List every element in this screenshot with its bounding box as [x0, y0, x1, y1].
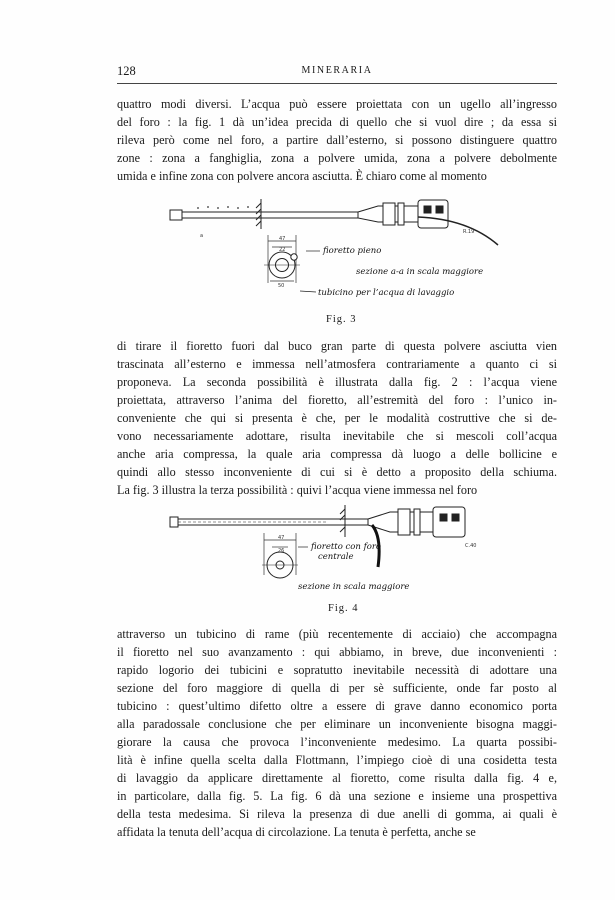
header-rule — [117, 83, 557, 84]
journal-title: MINERARIA — [301, 65, 373, 76]
text-line: di tirare il fioretto fuori dal buco gran parte di questa polvere asciutta vien — [117, 339, 557, 353]
text-line: attraverso un tubicino di rame (più recentemente di acciaio) che accompagna — [117, 627, 557, 641]
dim-mid-label: 26 — [278, 548, 285, 554]
section-label: sezione a-a in scala maggiore — [356, 267, 484, 277]
text-line: proiettata, attraverso l’anima del fioretto, all’estremità del foro : l’unico in- — [117, 393, 557, 407]
code-label: C.40 — [465, 543, 477, 549]
paragraph-3 — [117, 625, 557, 841]
solid-bit-label: fioretto pieno — [323, 246, 382, 256]
text-line: della testa medesima. Si rileva la presenza di due anelli di gomma, ai quali è — [117, 807, 557, 821]
text-line: quindi allo stesso inconveniente di cui si è detto a proposito della schiuma. — [117, 465, 557, 479]
text-line: proponeva. La seconda possibilità è illustrata dalla fig. 2 : l’acqua viene — [117, 375, 557, 389]
dim-top-label: 47 — [278, 535, 285, 541]
text-line: tubicino : quest’ultimo difetto oltre a essere di grave danno economico porta — [117, 699, 557, 713]
section-view — [264, 252, 300, 278]
text-line: vono necessariamente adottare, risulta inevitabile che si mescoli coll’acqua — [117, 429, 557, 443]
collar-hatch — [256, 199, 261, 229]
text-line: La fig. 3 illustra la terza possibilità : quivi l’acqua viene immessa nel foro — [117, 483, 478, 497]
figure-4-drawing — [168, 497, 518, 607]
dim-bottom-label: 50 — [278, 283, 285, 289]
text-line: sezione del foro maggiore di quella di per sè sufficiente, onde far posto al — [117, 681, 557, 695]
text-line: il fioretto nel suo avanzamento : qui abbiamo, in breve, due inconvenienti : — [117, 645, 557, 659]
page-number: 128 — [117, 64, 136, 78]
text-line: alla paradossale conclusione che per eliminare un inconveniente bisogna maggi- — [117, 717, 557, 731]
section-view — [262, 552, 298, 578]
central-bit-label-1: fioretto con foro — [311, 542, 382, 552]
text-line: di lavaggio da applicare direttamente al fioretto, come risulta dalla fig. 4 e, — [117, 771, 557, 785]
drill-steel — [170, 210, 358, 220]
dim-mid-label: 22 — [279, 247, 286, 253]
text-line: anche aria compressa, la quale aria compressa dà luogo a delle bollicine e — [117, 447, 557, 461]
paragraph-1 — [117, 95, 557, 185]
text-line: in particolare, dalla fig. 5. La fig. 6 dà una sezione e insieme una prospettiva — [117, 789, 557, 803]
hammer-body — [368, 507, 465, 537]
text-line: conveniente che qui si presenta è che, per le modalità costruttive che si de- — [117, 411, 557, 425]
central-bit-label-2: centrale — [318, 552, 354, 562]
hammer-body — [358, 200, 448, 228]
text-line: giorare la causa che provoca l’inconveniente medesimo. La quarta possibi- — [117, 735, 557, 749]
drill-steel — [170, 517, 368, 527]
water-tube-detail — [197, 206, 249, 209]
text-line: lità è infine quella scelta dalla Flottmann, l’impiego cioè di una cosidetta testa — [117, 753, 557, 767]
text-line: del foro : la fig. 1 dà un’idea precida di quello che si vuol dire ; da essa si — [117, 115, 557, 129]
text-line: umida e infine zona con polvere ancora asciutta. È chiaro come al momento — [117, 169, 487, 183]
code-label: R.19 — [463, 229, 475, 235]
figure-3-caption: Fig. 3 — [326, 314, 357, 325]
section-label: sezione in scala maggiore — [298, 582, 410, 592]
text-line: quattro modi diversi. L’acqua può essere proiettata con un ugello all’ingresso — [117, 97, 557, 111]
text-line: trascinata all’esterno e immessa nell’atmosfera contrariamente a quanto ci si — [117, 357, 557, 371]
figure-4-caption: Fig. 4 — [328, 603, 359, 614]
text-line: affidata la tenuta dell’acqua di circolazione. La tenuta è perfetta, anche se — [117, 825, 476, 839]
paragraph-2 — [117, 337, 557, 499]
text-line: rileva però come nel foro, a partire dall’esterno, si possono distinguere quattro — [117, 133, 557, 147]
figure-3-drawing — [168, 195, 518, 307]
point-a-label: a — [200, 233, 204, 239]
text-line: zone : zona a fanghiglia, zona a polvere umida, zona a polvere debolmente — [117, 151, 557, 165]
text-line: rapido logorio dei tubicini e sopratutto inevitabile necessità di adottare una — [117, 663, 557, 677]
collar-hatch — [340, 505, 345, 537]
page-header — [117, 64, 557, 80]
tube-label: tubicino per l’acqua di lavaggio — [318, 288, 455, 298]
dim-top-label: 47 — [279, 236, 286, 242]
